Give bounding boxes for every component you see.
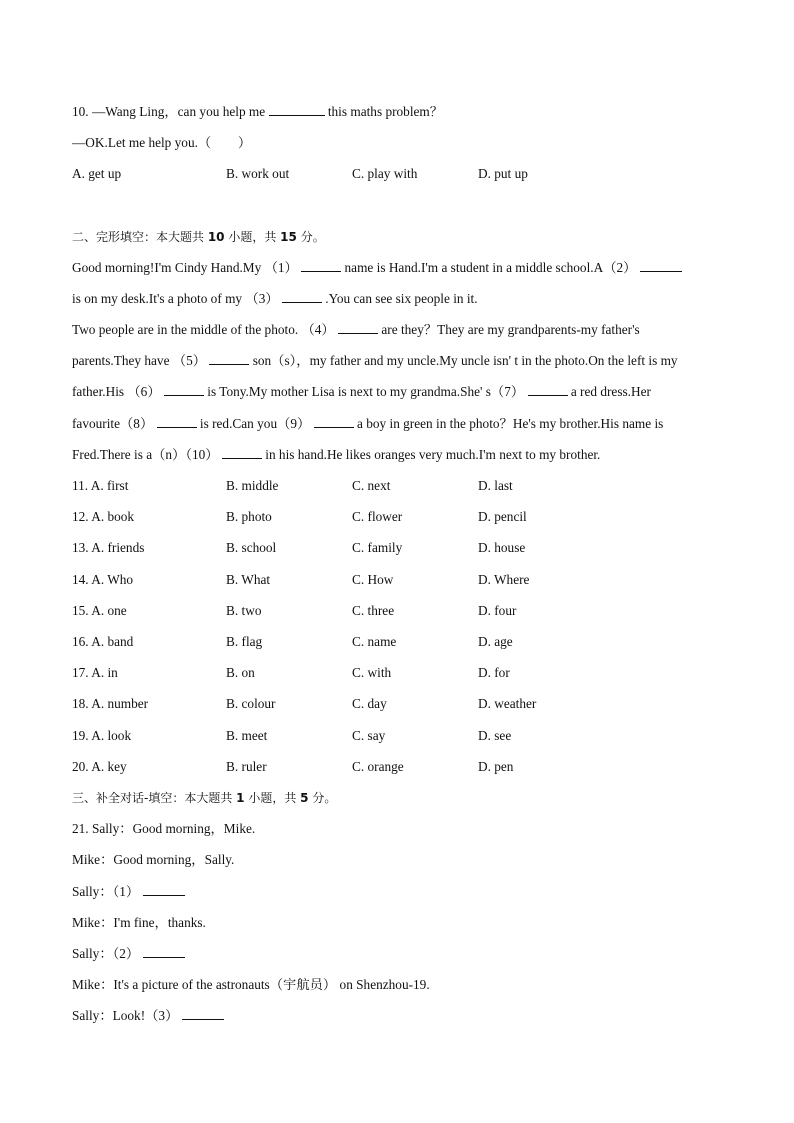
option-a: 12. A. book — [72, 509, 135, 524]
dialogue-line: Sally：（2） — [72, 945, 185, 963]
section-heading-cloze: 二、完形填空：本大题共 10 小题，共 15 分。 — [72, 230, 325, 244]
option-c: C. family — [352, 540, 403, 555]
answer-blank — [164, 383, 204, 396]
answer-blank — [157, 415, 197, 428]
section-heading-dialogue: 三、补全对话-填空：本大题共 1 小题，共 5 分。 — [72, 791, 337, 805]
option-d: D. Where — [478, 572, 530, 587]
option-c: C. How — [352, 572, 394, 587]
answer-blank — [282, 290, 322, 303]
dialogue-line: Sally：（1） — [72, 883, 185, 901]
option-d: D. age — [478, 634, 513, 649]
option-b: B. work out — [226, 166, 290, 181]
option-a: 16. A. band — [72, 634, 134, 649]
option-c: C. with — [352, 665, 392, 680]
option-b: B. middle — [226, 478, 279, 493]
answer-blank — [182, 1007, 224, 1020]
option-b: B. flag — [226, 634, 263, 649]
option-a: 15. A. one — [72, 603, 127, 618]
answer-blank — [143, 883, 185, 896]
passage-line: favourite（8） is red.Can you（9） a boy in green in the photo？He's my brother.His name is — [72, 416, 664, 431]
q10-stem: 10. —Wang Ling，can you help me this maths problem？ — [72, 104, 444, 119]
option-b: B. What — [226, 572, 271, 587]
dialogue-line: Sally：Look!（3） — [72, 1007, 224, 1025]
option-c: C. name — [352, 634, 397, 649]
answer-blank — [528, 383, 568, 396]
answer-blank — [143, 945, 185, 958]
option-c: C. say — [352, 728, 386, 743]
option-c: C. day — [352, 696, 387, 711]
option-d: D. weather — [478, 696, 537, 711]
option-b: B. ruler — [226, 759, 267, 774]
option-d: D. last — [478, 478, 513, 493]
answer-blank — [301, 259, 341, 272]
option-b: B. photo — [226, 509, 272, 524]
option-c: C. orange — [352, 759, 404, 774]
option-d: D. put up — [478, 166, 528, 181]
option-b: B. two — [226, 603, 262, 618]
option-a: 14. A. Who — [72, 572, 134, 587]
answer-blank — [314, 415, 354, 428]
dialogue-line: Mike：Good morning，Sally. — [72, 852, 235, 867]
option-c: C. next — [352, 478, 391, 493]
option-d: D. four — [478, 603, 517, 618]
option-a: 19. A. look — [72, 728, 132, 743]
option-c: C. flower — [352, 509, 403, 524]
passage-line: Fred.There is a（n）（10） in his hand.He likes oranges very much.I'm next to my brother. — [72, 447, 601, 462]
option-c: C. play with — [352, 166, 418, 181]
passage-line: Two people are in the middle of the photo. （4） are they？They are my grandparents-my father's — [72, 322, 640, 337]
option-a: 18. A. number — [72, 696, 149, 711]
option-d: D. pen — [478, 759, 514, 774]
passage-line: Good morning!I'm Cindy Hand.My （1） name is Hand.I'm a student in a middle school.A（2） — [72, 259, 682, 277]
passage-line: father.His （6） is Tony.My mother Lisa is next to my grandma.She' s（7） a red dress.Her — [72, 384, 651, 399]
dialogue-line: Mike：I'm fine，thanks. — [72, 915, 206, 930]
option-d: D. pencil — [478, 509, 527, 524]
option-a: 17. A. in — [72, 665, 118, 680]
passage-line: is on my desk.It's a photo of my （3） .You can see six people in it. — [72, 291, 478, 306]
option-a: 11. A. first — [72, 478, 129, 493]
option-b: B. meet — [226, 728, 268, 743]
option-d: D. see — [478, 728, 512, 743]
option-c: C. three — [352, 603, 395, 618]
option-b: B. school — [226, 540, 277, 555]
answer-blank — [338, 321, 378, 334]
option-b: B. on — [226, 665, 255, 680]
answer-blank — [269, 103, 325, 116]
answer-blank — [640, 259, 682, 272]
option-d: D. house — [478, 540, 526, 555]
answer-blank — [222, 446, 262, 459]
option-a: 20. A. key — [72, 759, 127, 774]
answer-blank — [209, 352, 249, 365]
dialogue-line: Mike：It's a picture of the astronauts（宇航员） on Shenzhou-19. — [72, 977, 430, 992]
option-d: D. for — [478, 665, 510, 680]
option-b: B. colour — [226, 696, 276, 711]
option-a: 13. A. friends — [72, 540, 145, 555]
q10-reply: —OK.Let me help you.（ ） — [72, 135, 252, 150]
passage-line: parents.They have （5） son（s），my father and my uncle.My uncle isn' t in the photo.On the left is my — [72, 353, 678, 368]
dialogue-line: 21. Sally：Good morning，Mike. — [72, 821, 256, 836]
option-a: A. get up — [72, 166, 122, 181]
